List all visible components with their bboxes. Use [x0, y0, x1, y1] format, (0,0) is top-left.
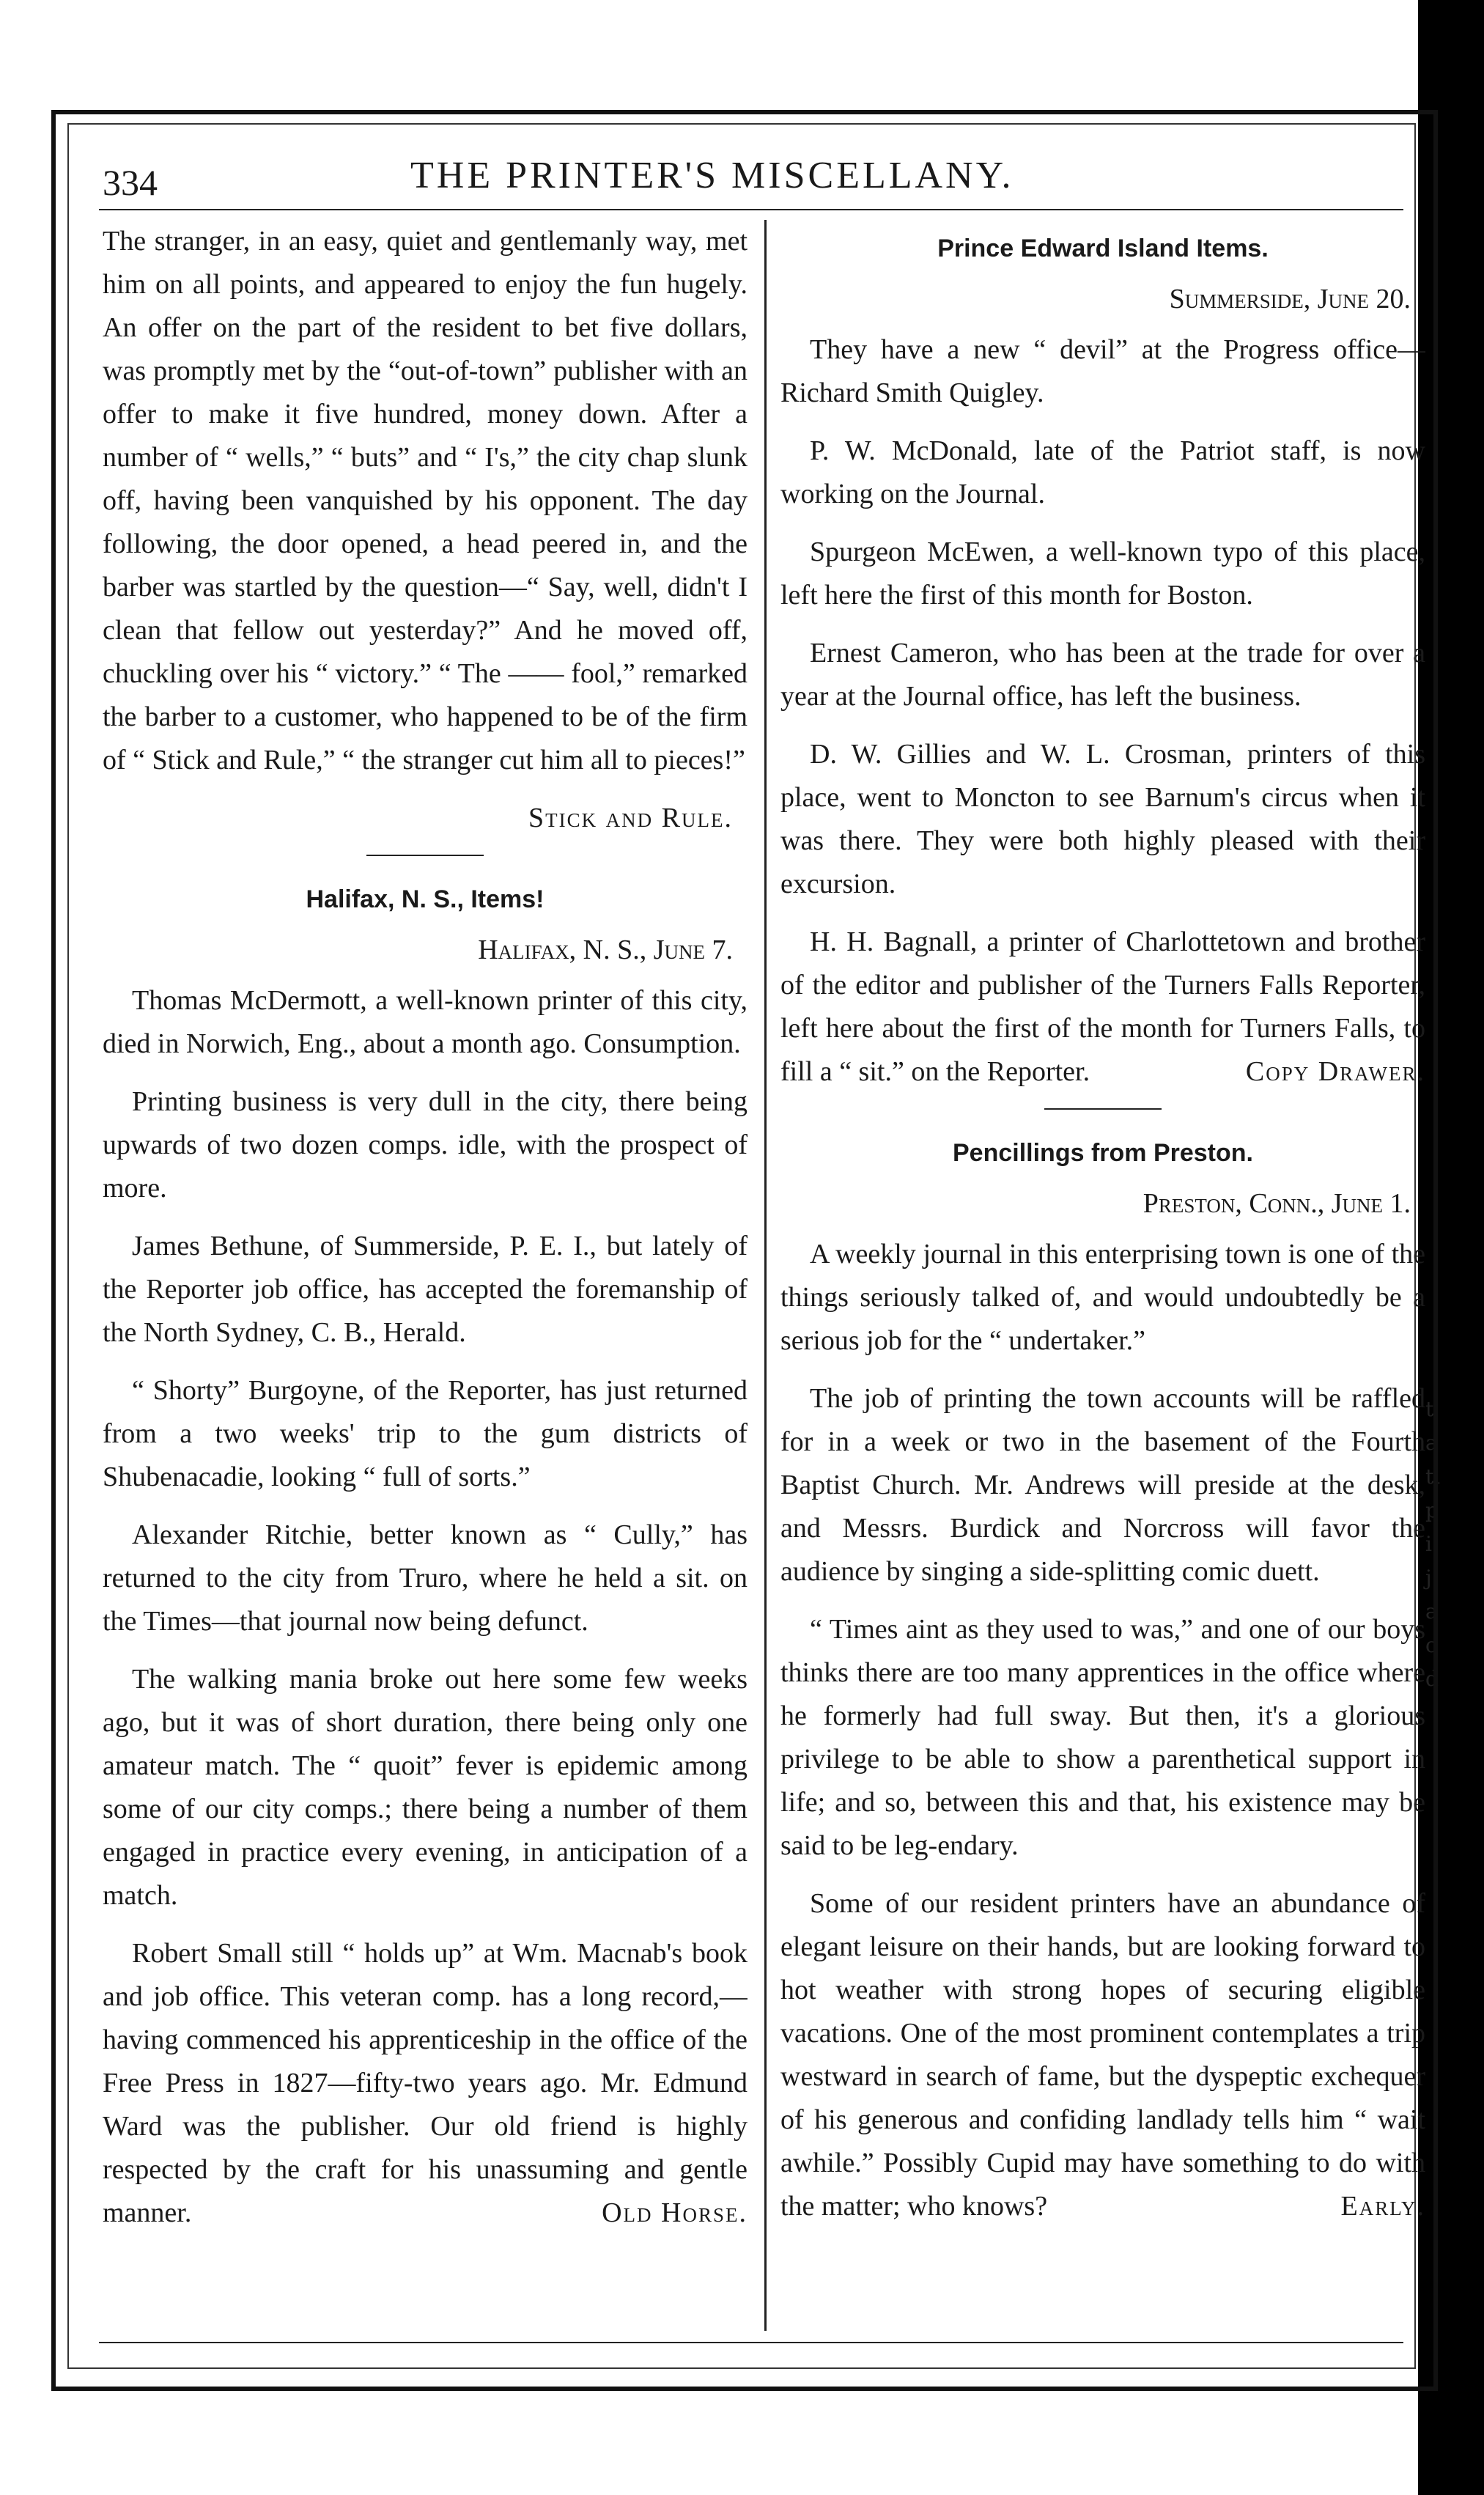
pei-section-title: Prince Edward Island Items.: [937, 235, 1269, 262]
header-rule: [99, 209, 1403, 210]
article-paragraph: [103, 1932, 747, 2235]
edge-fragment: a: [1425, 1431, 1438, 1455]
edge-fragment: tl: [1425, 1464, 1441, 1489]
halifax-dateline: Halifax, N. S., June 7.: [478, 935, 733, 965]
article-paragraph-text: Some of our resident printers have an abundance of elegant leisure on their hands, but are looking forward to hot weather with strong hopes of securing eligible vacations. One of the most prominent contemplates a trip westward in search of fame, but the dyspeptic exchequer of his generous and confiding landlady tells him “ wait awhile.” Possibly Cupid may have something to do with the matter; who knows?: [780, 1888, 1425, 2222]
preston-dateline: Preston, Conn., June 1.: [1142, 1188, 1411, 1219]
article-paragraph: Ernest Cameron, who has been at the trade for over a year at the Journal office, has left the business.: [780, 638, 1425, 712]
page-header: [95, 132, 1414, 213]
edge-fragment: c: [1425, 1633, 1437, 1657]
article-paragraph: Thomas McDermott, a well-known printer of this city, died in Norwich, Eng., about a month ago. Consumption.: [103, 985, 747, 1059]
pei-dateline: Summerside, June 20.: [1169, 284, 1411, 314]
article-paragraph: James Bethune, of Summerside, P. E. I., but lately of the Reporter job office, has accepted the foremanship of the North Sydney, C. B., Herald.: [103, 1231, 747, 1348]
edge-fragment: j:: [1425, 1566, 1439, 1590]
halifax-signature: Old Horse.: [602, 2197, 747, 2228]
article-paragraph: [780, 921, 1425, 1094]
article-paragraph: P. W. McDonald, late of the Patriot staff, is now working on the Journal.: [780, 435, 1425, 509]
article-paragraph: “ Times aint as they used to was,” and one of our boys thinks there are too many apprentices in the office where he formerly had full sway. But then, it's a glorious privilege to be able to show a parenthetical support in life; and so, between this and that, his existence may be said to be leg-endary.: [780, 1614, 1425, 1861]
article-paragraph-text: H. H. Bagnall, a printer of Charlottetown and brother of the editor and publisher of the Turners Falls Reporter, left here about the first of the month for Turners Falls, to fill a “ sit.” on the Reporter.: [780, 926, 1425, 1087]
article-paragraph: They have a new “ devil” at the Progress office—Richard Smith Quigley.: [780, 334, 1425, 408]
article-paragraph: A weekly journal in this enterprising town is one of the things seriously talked of, and would undoubtedly be a serious job for the “ undertaker.”: [780, 1239, 1425, 1356]
bottom-rule: [99, 2342, 1403, 2343]
edge-fragment: i: [1425, 1532, 1432, 1556]
intro-signature: Stick and Rule.: [528, 803, 733, 833]
section-divider: [366, 855, 484, 856]
left-column: [103, 220, 747, 2345]
article-paragraph: “ Shorty” Burgoyne, of the Reporter, has just returned from a two weeks' trip to the gum districts of Shubenacadie, looking “ full of sorts.”: [103, 1375, 747, 1492]
pei-signature: Copy Drawer.: [1245, 1056, 1425, 1087]
article-paragraph: Printing business is very dull in the city, there being upwards of two dozen comps. idle, with the prospect of more.: [103, 1086, 747, 1204]
halifax-section-title: Halifax, N. S., Items!: [306, 885, 544, 913]
edge-fragment: d: [1425, 1667, 1439, 1691]
article-paragraph: D. W. Gillies and W. L. Crosman, printers of this place, went to Moncton to see Barnum's circus when it was there. They were both highly pleased with their excursion.: [780, 739, 1425, 899]
edge-fragment: a: [1425, 1599, 1438, 1624]
article-paragraph: [780, 1882, 1425, 2228]
preston-section-title: Pencillings from Preston.: [953, 1139, 1253, 1167]
intro-paragraph: The stranger, in an easy, quiet and gentlemanly way, met him on all points, and appeared to enjoy the fun hugely. An offer on the part of the resident to bet five dollars, was promptly met by the “out-of-town” publisher with an offer to make it five hundred, money down. After a number of “ wells,” “ buts” and “ I's,” the city chap slunk off, having been vanquished by his opponent. The day following, the door opened, a head peered in, and the barber was startled by the question—“ Say, well, didn't I clean that fellow out yesterday?” And he moved off, chuckling over his “ victory.” “ The —— fool,” remarked the barber to a customer, who happened to be of the firm of “ Stick and Rule,” “ the stranger cut him all to pieces!”: [103, 226, 747, 775]
article-paragraph: Alexander Ritchie, better known as “ Cully,” has returned to the city from Truro, where he held a sit. on the Times—that journal now being defunct.: [103, 1519, 747, 1637]
preston-signature: Early.: [1340, 2191, 1425, 2222]
article-paragraph: The job of printing the town accounts will be raffled for in a week or two in the basement of the Fourth Baptist Church. Mr. Andrews will preside at the desk, and Messrs. Burdick and Norcross will favor the audience by singing a side-splitting comic duett.: [780, 1383, 1425, 1587]
article-paragraph: Spurgeon McEwen, a well-known typo of this place, left here the first of this month for Boston.: [780, 537, 1425, 611]
edge-fragment: t: [1425, 1397, 1434, 1421]
article-paragraph-text: Robert Small still “ holds up” at Wm. Macnab's book and job office. This veteran comp. has a long record,—having commenced his apprenticeship in the office of the Free Press in 1827—fifty-two years ago. Mr. Edmund Ward was the publisher. Our old friend is highly respected by the craft for his unassuming and gentle manner.: [103, 1938, 747, 2228]
page-number: 334: [103, 162, 158, 203]
article-paragraph: The walking mania broke out here some few weeks ago, but it was of short duration, there being only one amateur match. The “ quoit” fever is epidemic among some of our city comps.; there being a number of them engaged in practice every evening, in anticipation of a match.: [103, 1664, 747, 1911]
section-divider: [1044, 1108, 1162, 1110]
edge-fragment: p: [1425, 1498, 1439, 1522]
right-column: [780, 220, 1425, 2345]
column-divider: [764, 220, 767, 2331]
running-title: THE PRINTER'S MISCELLANY.: [410, 155, 1014, 196]
